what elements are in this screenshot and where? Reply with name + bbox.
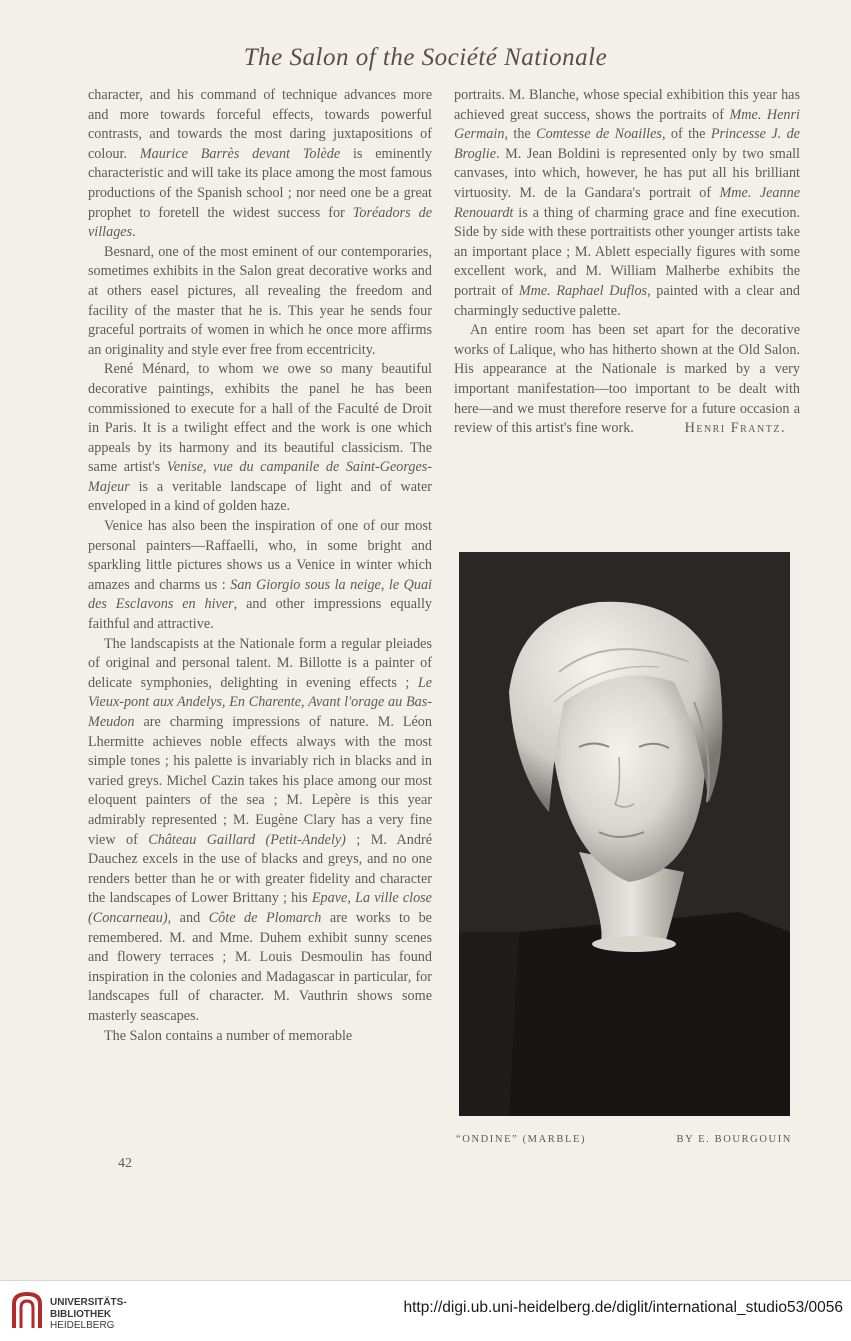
paragraph: An entire room has been set apart for the decorative works of Lalique, who has hitherto shown at the Old Salon. His appearance at the Nationale is marked by a very important manifestation—too important to be dealt with here—and we must therefore reserve for a future occasion a review of this artist's fine work. Henri Frantz. bbox=[454, 321, 800, 439]
sculpture-plate bbox=[459, 552, 790, 1116]
paragraph: Besnard, one of the most eminent of our contemporaries, sometimes exhibits in the Salon great decorative works and at others easel pictures, all revealing the freedom and facility of the master that he is. This year he sends four graceful portraits of women in which he once more affirms an originality and style ever free from eccentricity. bbox=[88, 243, 432, 358]
paragraph: Venice has also been the inspiration of one of our most personal painters—Raffaelli, who, in some bright and sparkling little pictures shows us a Venice in winter which amazes and charms us : San Giorgio sous la neige, le Quai des Esclavons en hiver, and other impressions equally faithful and attractive. bbox=[88, 518, 432, 633]
right-text-column bbox=[454, 86, 800, 439]
permalink-url[interactable]: http://digi.ub.uni-heidelberg.de/diglit/international_studio53/0056 bbox=[403, 1299, 843, 1316]
paragraph: The landscapists at the Nationale form a regular pleiades of original and personal talent. M. Billotte is a painter of delicate symphonies, delighting in evening effects ; Le Vieux-pont aux Andelys, En Charente, Avant l'orage au Bas-Meudon are charming impressions of nature. M. Léon Lhermitte achieves noble effects always with the most simple tones ; his palette is invariably rich in blacks and in varied greys. Michel Cazin takes his place among our most eloquent painters of the sea ; M. Lepère is this year admirably represented ; M. Eugène Clary has a very fine view of Château Gaillard (Petit-Andely) ; M. André Dauchez excels in the use of blacks and greys, and no one renders better than he or with greater fidelity and character the landscapes of Lower Brittany ; his Epave, La ville close (Concarneau), and Côte de Plomarch are works to be remembered. M. and Mme. Duhem exhibit sunny scenes and flowery terraces ; M. Louis Desmoulin has found inspiration in the colonies and Madagascar in particular, for landscapes full of character. M. Vauthrin shows some masterly seascapes. bbox=[88, 635, 432, 1024]
running-head: The Salon of the Société Nationale bbox=[243, 44, 608, 71]
university-logo-icon[interactable] bbox=[10, 1290, 44, 1332]
caption-artist: BY E. BOURGOUIN bbox=[676, 1134, 792, 1145]
ondine-bust-image bbox=[459, 552, 790, 1116]
paragraph: character, and his command of technique advances more and more towards forceful effects, towards powerful contrasts, and towards the most daring juxtapositions of colour. Maurice Barrès devant Tolède is eminently characteristic and will take its place among the most famous productions of the Spanish school ; nor need one be a great prophet to foretell the widest success for Toréadors de villages. bbox=[88, 87, 432, 241]
footer-bar bbox=[0, 1280, 851, 1341]
paragraph: René Ménard, to whom we owe so many beautiful decorative paintings, exhibits the panel he has been commissioned to execute for a hall of the Faculté de Droit in Paris. It is a twilight effect and the work is one which appeals by its harmony and its beautiful classicism. The same artist's Venise, vue du campanile de Saint-Georges-Majeur is a veritable landscape of light and of water enveloped in a kind of golden haze. bbox=[88, 361, 432, 515]
paragraph: The Salon contains a number of memorable bbox=[104, 1027, 353, 1044]
library-name: UNIVERSITÄTS- BIBLIOTHEK HEIDELBERG bbox=[50, 1297, 127, 1331]
plate-caption bbox=[456, 1134, 792, 1145]
left-text-column bbox=[88, 86, 432, 1046]
paragraph: portraits. M. Blanche, whose special exhibition this year has achieved great success, shows the portraits of Mme. Henri Germain, the Comtesse de Noailles, of the Princesse J. de Broglie. M. Jean Boldini is represented only by two small canvases, into which, however, he has put all his brilliant virtuosity. M. de la Gandara's portrait of Mme. Jeanne Renouardt is a thing of charming grace and fine execution. Side by side with these portraitists other younger artists take an important place ; M. Ablett especially figures with some excellent work, and M. William Malherbe exhibits the portrait of Mme. Raphael Duflos, painted with a clear and charmingly seductive palette. bbox=[454, 87, 801, 319]
author-signature: Henri Frantz. bbox=[684, 420, 786, 437]
caption-title: “ONDINE” (MARBLE) bbox=[456, 1134, 587, 1145]
page-number: 42 bbox=[118, 1156, 132, 1171]
